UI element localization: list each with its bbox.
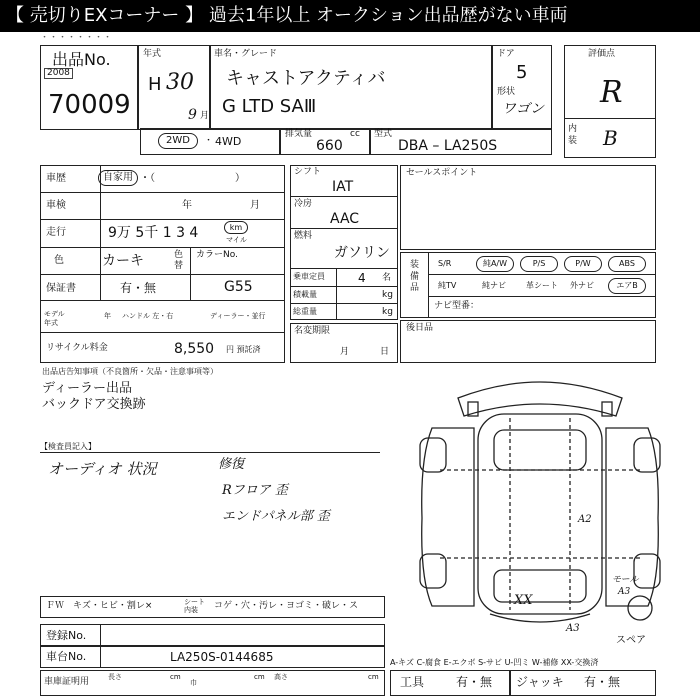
registration-box: [40, 624, 385, 646]
equipment-option: 革シート: [526, 281, 558, 290]
shape-value: ワゴン: [502, 101, 544, 117]
inspector-comment-1: オーディオ 状況: [48, 460, 157, 478]
model-grade: G LTD SAⅢ: [222, 96, 317, 117]
aircon-label: 冷房: [294, 199, 313, 209]
certificate-long: 長さ: [108, 673, 122, 681]
year-value: 30: [166, 70, 194, 95]
year-month-unit: 月: [200, 111, 210, 121]
displacement-label: 排気量: [285, 129, 313, 139]
inspector-comment-3: Rフロア 歪: [222, 483, 288, 498]
drive-separator: ・: [204, 136, 214, 146]
doors-value: 5: [516, 62, 528, 83]
fuel-value: ガソリン: [334, 245, 390, 261]
tools-label: 工具: [400, 675, 425, 689]
tools-value: 有・無: [456, 675, 493, 689]
mileage-value: 9万 5千 1 3 4: [108, 225, 199, 241]
warranty-label: 保証書: [46, 283, 76, 294]
jack-label: ジャッキ: [516, 675, 564, 689]
capacity-unit: 名: [382, 273, 392, 283]
warranty-value: 有・無: [120, 281, 157, 295]
notes-label: 出品店告知事項（不良箇所・欠品・注意事項等）: [42, 367, 218, 376]
mileage-unit-km: km: [224, 221, 248, 234]
recycle-unit: 円 預託済: [226, 345, 261, 354]
weight-unit: kg: [382, 307, 393, 317]
certificate-cm-1: cm: [170, 673, 181, 681]
equipment-option: P/W: [564, 256, 602, 272]
shape-label: 形状: [497, 87, 516, 97]
equipment-option: P/S: [520, 256, 558, 272]
chassis-value: LA250S-0144685: [170, 650, 274, 664]
regdate-month: 月: [340, 347, 350, 357]
certificate-label: 車庫証明用: [44, 677, 90, 687]
load-label: 積載量: [293, 290, 317, 299]
regdate-label: 名変期限: [294, 326, 331, 336]
damage-a2: A2: [578, 514, 592, 525]
notes-line-2: バックドア交換跡: [42, 397, 146, 412]
inspector-comment-4: エンドパネル部 歪: [222, 509, 330, 524]
certificate-width: 巾: [190, 679, 197, 687]
mileage-unit-mile: マイル: [226, 236, 247, 244]
drive-2wd-circled: 2WD: [158, 133, 198, 149]
equipment-option: 純TV: [438, 281, 457, 290]
displacement-unit: cc: [350, 129, 360, 139]
damage-legend: A-キズ C-腐食 E-エクボ S-サビ U-凹ミ W-補修 XX-交換済: [390, 658, 599, 667]
equipment-option: S/R: [438, 259, 452, 268]
rating-label: 評価点: [588, 49, 616, 59]
shift-value: IAT: [332, 179, 354, 195]
navi-label: ナビ型番：: [434, 301, 480, 311]
inspection-year: 年: [182, 200, 192, 211]
shift-label: シフト: [294, 167, 322, 177]
damage-a3-bottom: A3: [566, 623, 580, 634]
history-rest: ・（ ）: [140, 173, 245, 184]
type-label: 型式: [374, 129, 393, 139]
year-era: H: [148, 74, 162, 95]
equipment-option: エアB: [608, 278, 646, 294]
capacity-label: 乗車定員: [293, 272, 325, 281]
equipment-label: 装備品: [410, 260, 420, 294]
history-selected: 自家用: [98, 170, 138, 186]
aircon-value: AAC: [330, 211, 360, 227]
fw-sheet: シート内装: [184, 598, 205, 615]
color-code-label: カラーNo.: [196, 250, 238, 260]
spare-label: スペア: [616, 635, 646, 646]
registration-label: 登録No.: [46, 629, 87, 642]
recycle-value: 8,550: [174, 341, 215, 357]
later-date-label: 後日品: [406, 323, 434, 333]
lot-label: 出品No.: [52, 50, 111, 69]
displacement-value: 660: [316, 138, 343, 154]
load-unit: kg: [382, 290, 393, 300]
fw-rest: コゲ・穴・汚レ・ヨゴミ・破レ・ス: [214, 601, 359, 611]
header-text: 【 売切りEXコーナー 】 過去1年以上 オークション出品歴がない車両: [6, 5, 568, 26]
lot-number: 70009: [48, 90, 131, 120]
fuel-label: 燃料: [294, 231, 313, 241]
doors-label: ドア: [497, 49, 515, 59]
certificate-cm-2: cm: [254, 673, 265, 681]
model-year-year: 年: [104, 312, 111, 320]
header-banner: [0, 0, 700, 32]
color-label: 色: [54, 255, 64, 266]
fw-text: ＦＷ キズ・ヒビ・割レ×: [46, 601, 153, 611]
inspection-label: 車検: [46, 200, 66, 211]
jack-value: 有・無: [584, 675, 621, 689]
history-label: 車歴: [46, 173, 66, 184]
weight-label: 総重量: [293, 307, 317, 316]
certificate-height: 高さ: [274, 673, 288, 681]
rating-score: R: [600, 75, 623, 110]
later-date-box: [400, 320, 656, 363]
inspector-comment-2: 修復: [218, 457, 245, 472]
year-month: 9: [188, 107, 197, 123]
model-name: キャストアクティバ: [226, 68, 386, 89]
mileage-label: 走行: [46, 227, 66, 238]
inspector-label: 【検査員記入】: [40, 442, 96, 451]
model-year-label: モデル年式: [44, 310, 65, 328]
color-value: カーキ: [102, 253, 144, 269]
equipment-option: ABS: [608, 256, 646, 272]
color-change-label: 色替: [174, 250, 184, 271]
equipment-option: 純A/W: [476, 256, 514, 272]
damage-xx: XX: [514, 593, 533, 608]
top-faded-text: ・・・・・・・・: [40, 33, 113, 43]
type-value: DBA – LA250S: [398, 138, 498, 154]
car-diagram: [410, 378, 670, 636]
equipment-option: 純ナビ: [482, 281, 506, 290]
drive-4wd: 4WD: [215, 135, 242, 148]
model-label: 車名・グレード: [214, 49, 278, 59]
chassis-label: 車台No.: [46, 650, 87, 663]
recycle-label: リサイクル料金: [46, 343, 108, 353]
lot-stamp: 2008: [44, 68, 73, 79]
regdate-day: 日: [380, 347, 390, 357]
year-label: 年式: [143, 49, 162, 59]
capacity-value: 4: [358, 271, 366, 285]
inspection-month: 月: [250, 200, 260, 211]
equipment-option: 外ナビ: [570, 281, 594, 290]
notes-line-1: ディーラー出品: [42, 381, 132, 396]
model-year-dealer: ディーラー・並行: [210, 312, 266, 320]
certificate-cm-3: cm: [368, 673, 379, 681]
model-year-handle: ハンドル 左・右: [122, 312, 174, 320]
color-code: G55: [224, 279, 253, 295]
damage-a3-right: A3: [618, 587, 631, 597]
certificate-box: [40, 670, 385, 696]
sales-point-label: セールスポイント: [406, 168, 478, 178]
interior-label: 内装: [568, 124, 578, 146]
damage-mole: モール: [612, 575, 639, 585]
interior-score: B: [603, 126, 618, 150]
details-left-box: [40, 165, 285, 363]
